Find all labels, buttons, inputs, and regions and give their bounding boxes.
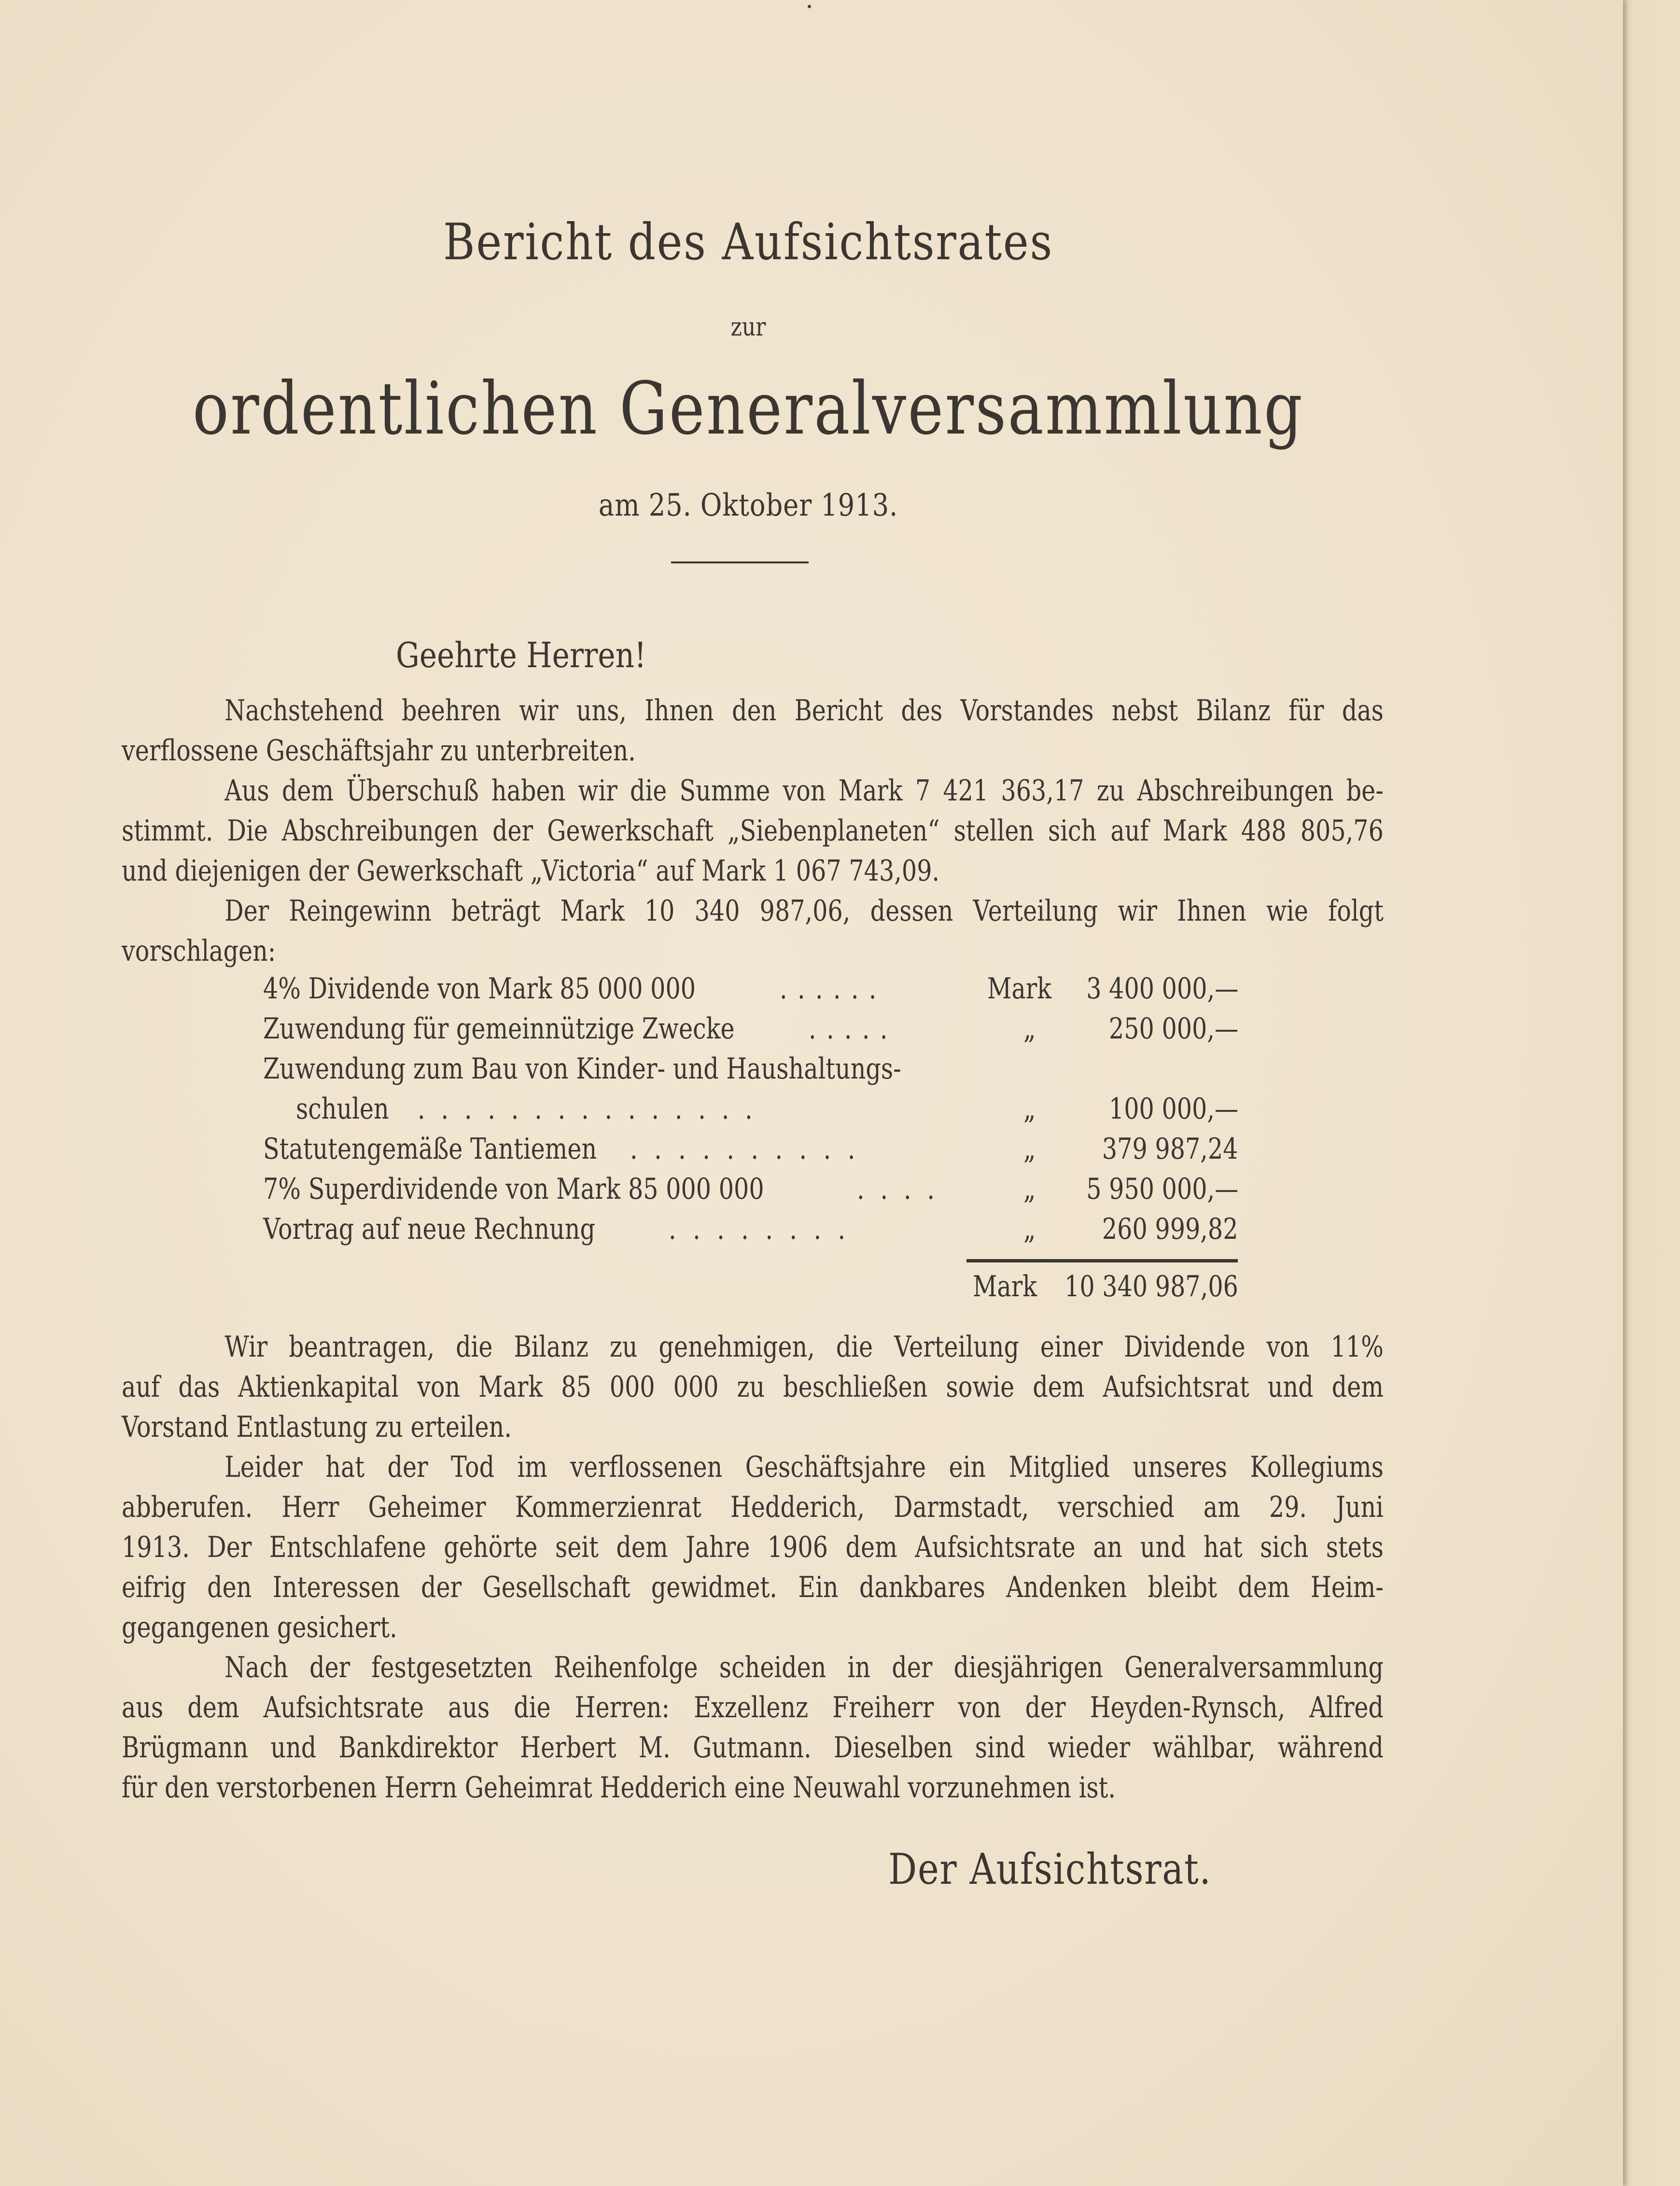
leader-dots: .... bbox=[857, 1172, 951, 1206]
allocation-unit: Mark bbox=[987, 972, 1052, 1006]
leader-dots: ........ bbox=[669, 1212, 862, 1246]
paragraph-line: gegangenen gesichert. bbox=[122, 1611, 397, 1644]
paragraph-line: Vorstand Entlastung zu erteilen. bbox=[122, 1410, 512, 1444]
allocation-value: 250 000,— bbox=[1108, 1012, 1238, 1046]
allocation-value: 260 999,82 bbox=[1102, 1212, 1238, 1246]
allocation-label: Zuwendung für gemeinnützige Zwecke bbox=[263, 1012, 735, 1046]
paragraph-line: stimmt. Die Abschreibungen der Gewerkschaft „Siebenplaneten“ stellen sich auf Mark 488 805,76 bbox=[122, 814, 1384, 848]
paragraph-line: und diejenigen der Gewerkschaft „Victoria“ auf Mark 1 067 743,09. bbox=[122, 854, 940, 888]
adjacent-page-edge bbox=[1622, 0, 1680, 2186]
allocation-value: 5 950 000,— bbox=[1086, 1172, 1238, 1206]
paragraph-line: für den verstorbenen Herrn Geheimrat Hedderich eine Neuwahl vorzunehmen ist. bbox=[122, 1771, 1116, 1805]
allocation-unit: „ bbox=[1023, 1132, 1036, 1166]
paragraph-line: auf das Aktienkapital von Mark 85 000 000 zu beschließen sowie dem Aufsichtsrat und dem bbox=[122, 1370, 1384, 1404]
leader-dots: ...... bbox=[780, 972, 887, 1006]
total-value: 10 340 987,06 bbox=[1064, 1270, 1238, 1303]
leader-dots: ............... bbox=[418, 1092, 769, 1126]
signature: Der Aufsichtsrat. bbox=[888, 1844, 1212, 1894]
allocation-label: Zuwendung zum Bau von Kinder- und Haushaltungs- bbox=[263, 1052, 901, 1086]
leader-dots: .......... bbox=[630, 1132, 872, 1166]
paragraph-line: Aus dem Überschuß haben wir die Summe von Mark 7 421 363,17 zu Abschreibungen be- bbox=[224, 774, 1384, 808]
allocation-label: Statutengemäße Tantiemen bbox=[263, 1132, 597, 1166]
allocation-unit: „ bbox=[1023, 1172, 1036, 1206]
report-title: Bericht des Aufsichtsrates bbox=[443, 212, 1053, 271]
ink-speck bbox=[808, 5, 811, 8]
paragraph-line: abberufen. Herr Geheimer Kommerzienrat Hedderich, Darmstadt, verschied am 29. Juni bbox=[122, 1490, 1384, 1524]
allocation-unit: „ bbox=[1023, 1092, 1036, 1126]
title-connector: zur bbox=[730, 313, 766, 342]
paragraph-line: vorschlagen: bbox=[122, 934, 276, 968]
allocation-unit: „ bbox=[1023, 1212, 1036, 1246]
allocation-value: 3 400 000,— bbox=[1086, 972, 1238, 1006]
paragraph-line: 1913. Der Entschlafene gehörte seit dem Jahre 1906 dem Aufsichtsrate an und hat sich stets bbox=[122, 1530, 1384, 1564]
paragraph-line: Brügmann und Bankdirektor Herbert M. Gutmann. Dieselben sind wieder wählbar, während bbox=[122, 1731, 1384, 1765]
allocation-value: 100 000,— bbox=[1108, 1092, 1238, 1126]
title-divider bbox=[671, 561, 809, 563]
salutation: Geehrte Herren! bbox=[396, 635, 646, 675]
total-unit: Mark bbox=[973, 1270, 1037, 1303]
allocation-value: 379 987,24 bbox=[1102, 1132, 1238, 1166]
meeting-date: am 25. Oktober 1913. bbox=[598, 488, 898, 523]
paragraph-line: Wir beantragen, die Bilanz zu genehmigen, die Verteilung einer Dividende von 11% bbox=[224, 1330, 1384, 1364]
allocation-unit: „ bbox=[1023, 1012, 1036, 1046]
allocation-label: 7% Superdividende von Mark 85 000 000 bbox=[263, 1172, 764, 1206]
paragraph-line: Leider hat der Tod im verflossenen Geschäftsjahre ein Mitglied unseres Kollegiums bbox=[224, 1450, 1384, 1484]
paragraph-line: Nach der festgesetzten Reihenfolge scheiden in der diesjährigen Generalversammlung bbox=[224, 1651, 1384, 1684]
sum-rule bbox=[966, 1259, 1238, 1262]
paragraph-line: Der Reingewinn beträgt Mark 10 340 987,06, dessen Verteilung wir Ihnen wie folgt bbox=[224, 894, 1384, 928]
paragraph-line: Nachstehend beehren wir uns, Ihnen den Bericht des Vorstandes nebst Bilanz für das bbox=[224, 694, 1384, 728]
meeting-title: ordentlichen Generalversammlung bbox=[192, 367, 1304, 451]
paragraph-line: eifrig den Interessen der Gesellschaft gewidmet. Ein dankbares Andenken bleibt dem Heim- bbox=[122, 1570, 1384, 1604]
paragraph-line: aus dem Aufsichtsrate aus die Herren: Exzellenz Freiherr von der Heyden-Rynsch, Alfred bbox=[122, 1691, 1384, 1724]
allocation-label: 4% Dividende von Mark 85 000 000 bbox=[263, 972, 696, 1006]
allocation-label: schulen bbox=[296, 1092, 389, 1126]
allocation-label: Vortrag auf neue Rechnung bbox=[263, 1212, 595, 1246]
leader-dots: ..... bbox=[809, 1012, 898, 1046]
paragraph-line: verflossene Geschäftsjahr zu unterbreiten. bbox=[122, 734, 636, 768]
